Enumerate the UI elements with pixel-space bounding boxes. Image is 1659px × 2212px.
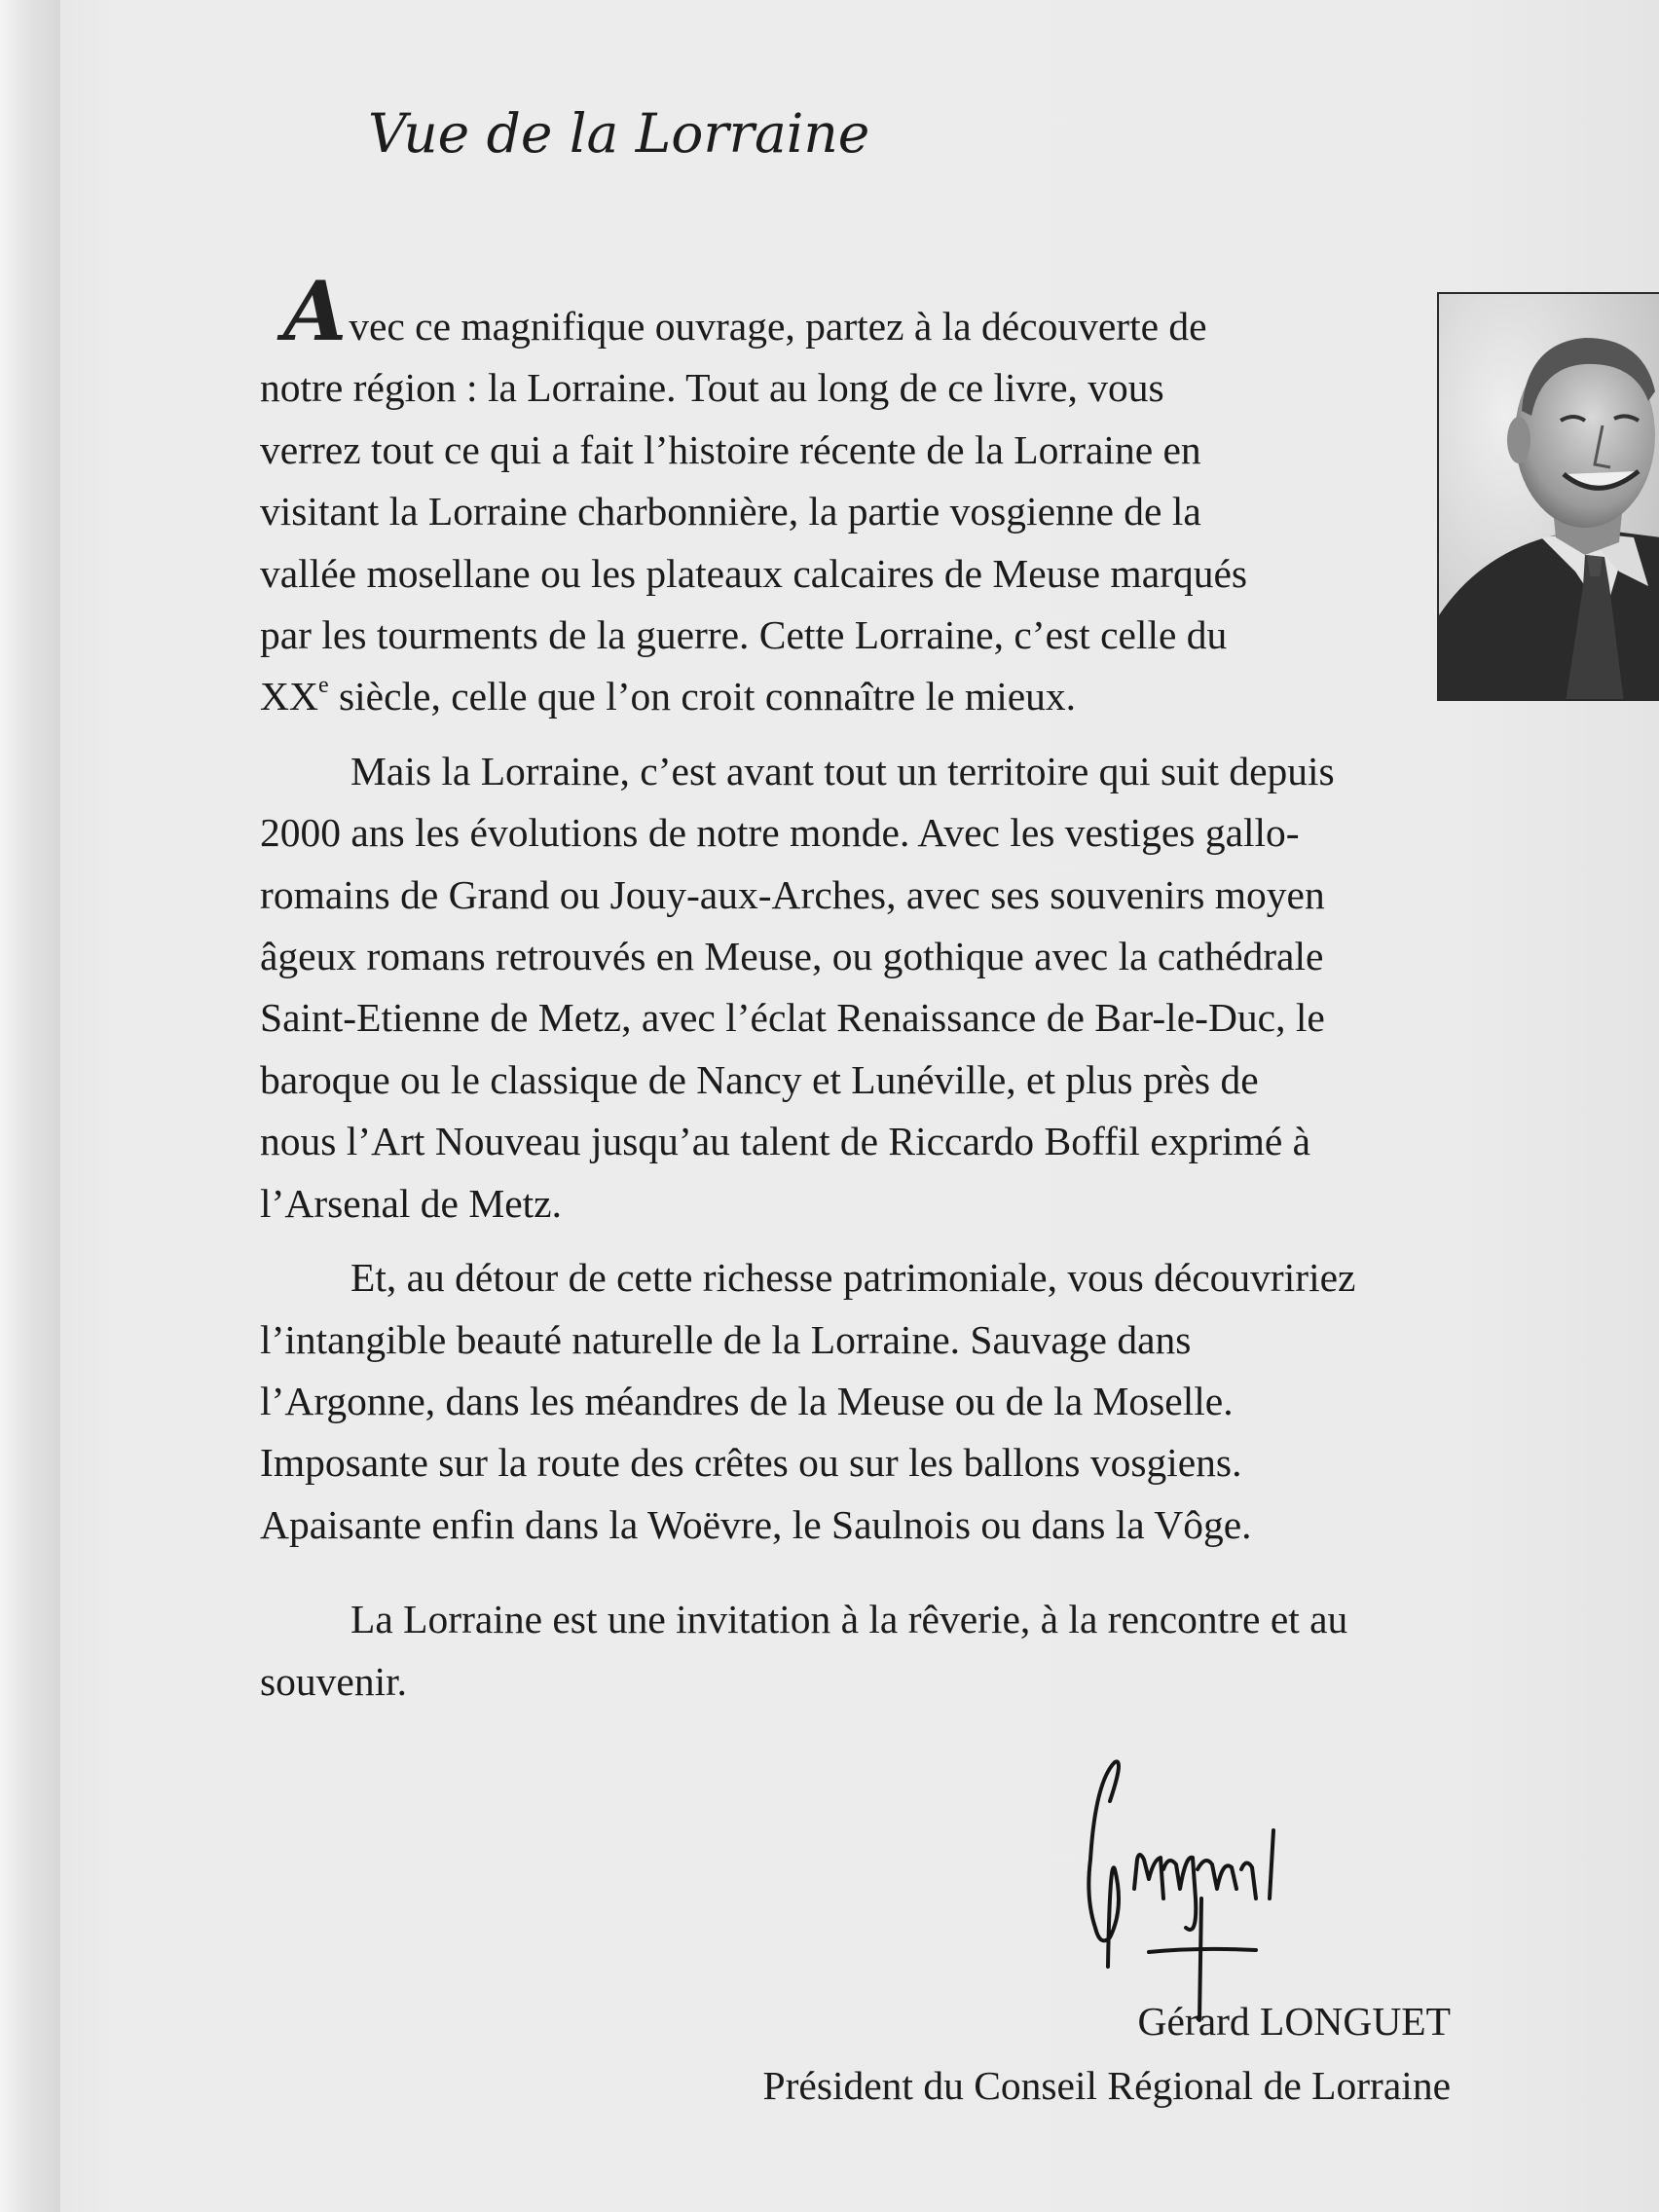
page-title: Vue de la Lorraine [368,102,870,165]
text-line: visitant la Lorraine charbonnière, la partie vosgienne de la [260,489,1201,535]
text-line: XXe siècle, celle que l’on croit connaître le mieux. [260,673,1077,719]
text-line: nous l’Art Nouveau jusqu’au talent de Riccardo Boffil exprimé à [260,1119,1311,1164]
text-line: l’intangible beauté naturelle de la Lorraine. Sauvage dans [260,1316,1192,1362]
text-line: âgeux romans retrouvés en Meuse, ou gothique avec la cathédrale [260,934,1324,979]
text-line: l’Arsenal de Metz. [260,1180,562,1226]
paragraph-1 [260,263,1355,728]
paragraph-4 [260,1589,1355,1713]
text-line: Imposante sur la route des crêtes ou sur les ballons vosgiens. [260,1440,1242,1486]
portrait-illustration [1439,294,1659,701]
text-line: Saint-Etienne de Metz, avec l’éclat Renaissance de Bar-le-Duc, le [260,995,1325,1041]
text-line: Apaisante enfin dans la Woëvre, le Saulnois ou dans la Vôge. [260,1501,1252,1547]
signatory-name: Gérard LONGUET [1137,1999,1451,2044]
text-line: romains de Grand ou Jouy-aux-Arches, avec ses souvenirs moyen [260,871,1325,917]
drop-cap: A [283,263,348,359]
page-gutter [0,0,60,2212]
paragraph-3 [260,1247,1355,1556]
text-line: notre région : la Lorraine. Tout au long de ce livre, vous [260,365,1164,411]
text-line: 2000 ans les évolutions de notre monde. Avec les vestiges gallo- [260,810,1300,856]
signatory-title: Président du Conseil Régional de Lorraine [762,2063,1451,2108]
text-line: vallée mosellane ou les plateaux calcaires de Meuse marqués [260,550,1248,596]
text-line: La Lorraine est une invitation à la rêverie, à la rencontre et au [350,1597,1348,1642]
text-line: verrez tout ce qui a fait l’histoire récente de la Lorraine en [260,426,1201,472]
text-line: souvenir. [260,1658,408,1704]
text-line: par les tourments de la guerre. Cette Lorraine, c’est celle du [260,612,1228,658]
text-line: Et, au détour de cette richesse patrimoniale, vous découvririez [350,1255,1356,1301]
article-body [260,263,1356,1713]
author-portrait-photo [1437,292,1659,701]
handwritten-signature [1071,1743,1344,2035]
paragraph-2 [260,741,1355,1235]
text-line: Mais la Lorraine, c’est avant tout un territoire qui suit depuis [350,748,1335,793]
text-line: baroque ou le classique de Nancy et Lunéville, et plus près de [260,1056,1259,1102]
text-line: Avec ce magnifique ouvrage, partez à la découverte de [283,263,1207,359]
text-line: l’Argonne, dans les méandres de la Meuse ou de la Moselle. [260,1378,1234,1423]
